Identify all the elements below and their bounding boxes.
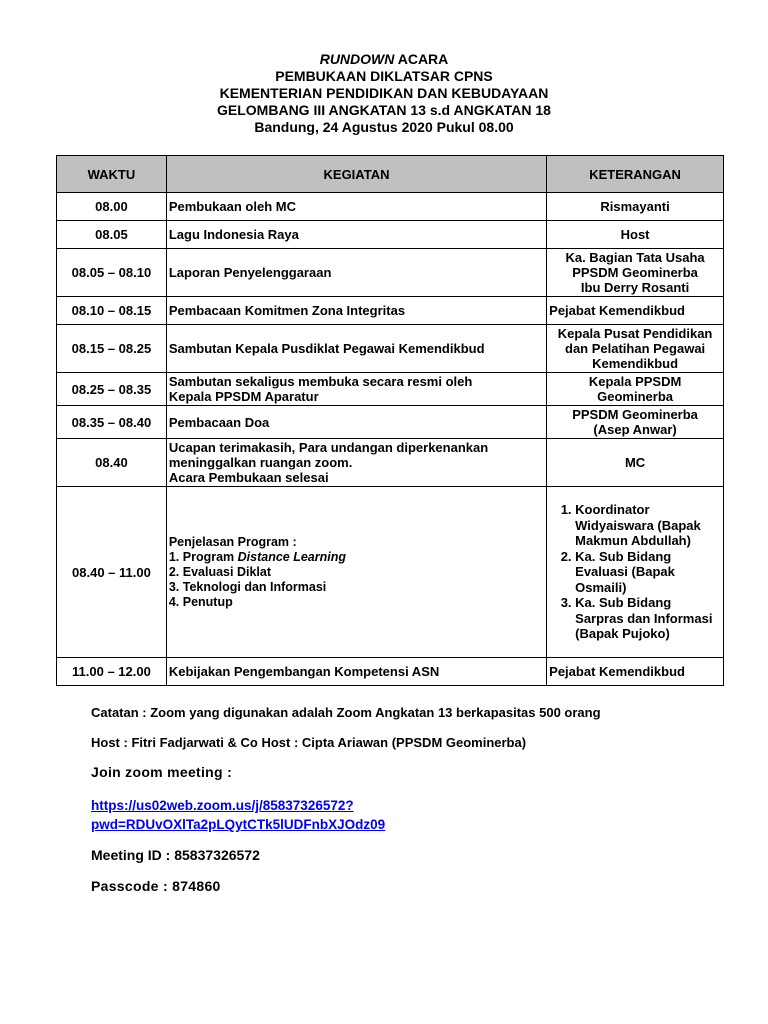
table-row	[57, 487, 724, 658]
header-keterangan: KETERANGAN	[547, 156, 724, 193]
keterangan-line: Kemendikbud	[592, 356, 679, 371]
meeting-id: Meeting ID : 85837326572	[91, 847, 260, 863]
table-row	[57, 439, 724, 487]
header-line-2: PEMBUKAAN DIKLATSAR CPNS	[275, 68, 493, 84]
keterangan-line: Ibu Derry Rosanti	[580, 280, 690, 295]
program-item-text: 2. Evaluasi Diklat	[168, 564, 271, 579]
program-item-text: 4. Penutup	[168, 594, 233, 609]
zoom-meeting-link[interactable]	[91, 796, 385, 834]
list-item: 1. Koordinator Widyaiswara (Bapak Makmun Abdullah)	[575, 502, 719, 549]
kegiatan-cell	[166, 373, 546, 406]
header-waktu: WAKTU	[57, 156, 167, 193]
kegiatan-cell: Sambutan Kepala Pusdiklat Pegawai Kemendikbud	[166, 325, 546, 373]
kegiatan-cell: Pembacaan Doa	[166, 406, 546, 439]
keterangan-cell: Host	[547, 221, 724, 249]
kegiatan-line: meninggalkan ruangan zoom.	[168, 455, 353, 470]
waktu-cell: 08.40	[57, 439, 167, 487]
keterangan-line: Kepala PPSDM	[588, 374, 682, 389]
waktu-cell: 08.35 – 08.40	[57, 406, 167, 439]
program-item	[169, 565, 544, 580]
keterangan-line: PPSDM Geominerba	[572, 265, 698, 280]
table-row	[57, 249, 724, 297]
program-item-text: 1. Program	[168, 549, 238, 564]
keterangan-line: (Asep Anwar)	[593, 422, 677, 437]
kegiatan-cell: Lagu Indonesia Raya	[166, 221, 546, 249]
table-row	[57, 297, 724, 325]
table-row	[57, 406, 724, 439]
zoom-link-line-1[interactable]: https://us02web.zoom.us/j/85837326572?	[91, 798, 354, 813]
keterangan-cell	[547, 325, 724, 373]
kegiatan-cell	[166, 439, 546, 487]
table-row	[57, 658, 724, 686]
header-acara-word: ACARA	[394, 51, 449, 67]
waktu-cell: 08.00	[57, 193, 167, 221]
kegiatan-line: Sambutan sekaligus membuka secara resmi oleh	[168, 374, 473, 389]
header-kegiatan: KEGIATAN	[166, 156, 546, 193]
waktu-cell: 08.05	[57, 221, 167, 249]
kegiatan-cell	[166, 487, 546, 658]
waktu-cell: 08.40 – 11.00	[57, 487, 167, 658]
keterangan-cell: Rismayanti	[547, 193, 724, 221]
header-line-5: Bandung, 24 Agustus 2020 Pukul 08.00	[254, 119, 514, 135]
waktu-cell: 08.05 – 08.10	[57, 249, 167, 297]
kegiatan-cell: Kebijakan Pengembangan Kompetensi ASN	[166, 658, 546, 686]
join-zoom-label: Join zoom meeting :	[91, 764, 233, 780]
passcode: Passcode : 874860	[91, 878, 221, 894]
keterangan-line: Geominerba	[597, 389, 673, 404]
keterangan-line: Kepala Pusat Pendidikan	[557, 326, 713, 341]
kegiatan-line: Kepala PPSDM Aparatur	[168, 389, 319, 404]
keterangan-line: PPSDM Geominerba	[572, 407, 698, 422]
header-line-1	[0, 51, 768, 68]
rundown-table	[56, 155, 724, 686]
kegiatan-cell: Laporan Penyelenggaraan	[166, 249, 546, 297]
table-header-row	[57, 156, 724, 193]
list-item: 2. Ka. Sub Bidang Evaluasi (Bapak Osmaili)	[575, 549, 719, 596]
table-row	[57, 373, 724, 406]
waktu-cell: 08.25 – 08.35	[57, 373, 167, 406]
keterangan-cell	[547, 249, 724, 297]
program-item	[169, 595, 544, 610]
keterangan-cell	[547, 487, 724, 658]
keterangan-cell	[547, 373, 724, 406]
kegiatan-line: Acara Pembukaan selesai	[168, 470, 329, 485]
waktu-cell: 08.10 – 08.15	[57, 297, 167, 325]
keterangan-cell: MC	[547, 439, 724, 487]
document-header	[0, 51, 768, 136]
header-rundown-word: RUNDOWN	[319, 51, 395, 67]
list-item: 3. Ka. Sub Bidang Sarpras dan Informasi (Bapak Pujoko)	[575, 595, 719, 642]
host-note: Host : Fitri Fadjarwati & Co Host : Cipta Ariawan (PPSDM Geominerba)	[91, 735, 527, 750]
table-row	[57, 325, 724, 373]
table-row	[57, 221, 724, 249]
keterangan-list	[549, 502, 719, 642]
zoom-link-line-2[interactable]: pwd=RDUvOXlTa2pLQytCTk5lUDFnbXJOdz09	[91, 817, 386, 832]
keterangan-cell: Pejabat Kemendikbud	[547, 658, 724, 686]
catatan-note: Catatan : Zoom yang digunakan adalah Zoom Angkatan 13 berkapasitas 500 orang	[91, 705, 601, 720]
program-item-text: 3. Teknologi dan Informasi	[168, 579, 327, 594]
kegiatan-line: Ucapan terimakasih, Para undangan diperkenankan	[168, 440, 489, 455]
keterangan-cell	[547, 406, 724, 439]
keterangan-line: Ka. Bagian Tata Usaha	[565, 250, 705, 265]
kegiatan-cell: Pembukaan oleh MC	[166, 193, 546, 221]
waktu-cell: 08.15 – 08.25	[57, 325, 167, 373]
program-item-italic: Distance Learning	[237, 549, 346, 564]
program-item	[169, 550, 544, 565]
program-item	[169, 580, 544, 595]
header-line-3: KEMENTERIAN PENDIDIKAN DAN KEBUDAYAAN	[219, 85, 549, 101]
waktu-cell: 11.00 – 12.00	[57, 658, 167, 686]
keterangan-cell: Pejabat Kemendikbud	[547, 297, 724, 325]
keterangan-line: dan Pelatihan Pegawai	[565, 341, 706, 356]
header-line-4: GELOMBANG III ANGKATAN 13 s.d ANGKATAN 18	[217, 102, 551, 118]
table-row	[57, 193, 724, 221]
kegiatan-intro: Penjelasan Program :	[168, 534, 297, 549]
kegiatan-cell: Pembacaan Komitmen Zona Integritas	[166, 297, 546, 325]
